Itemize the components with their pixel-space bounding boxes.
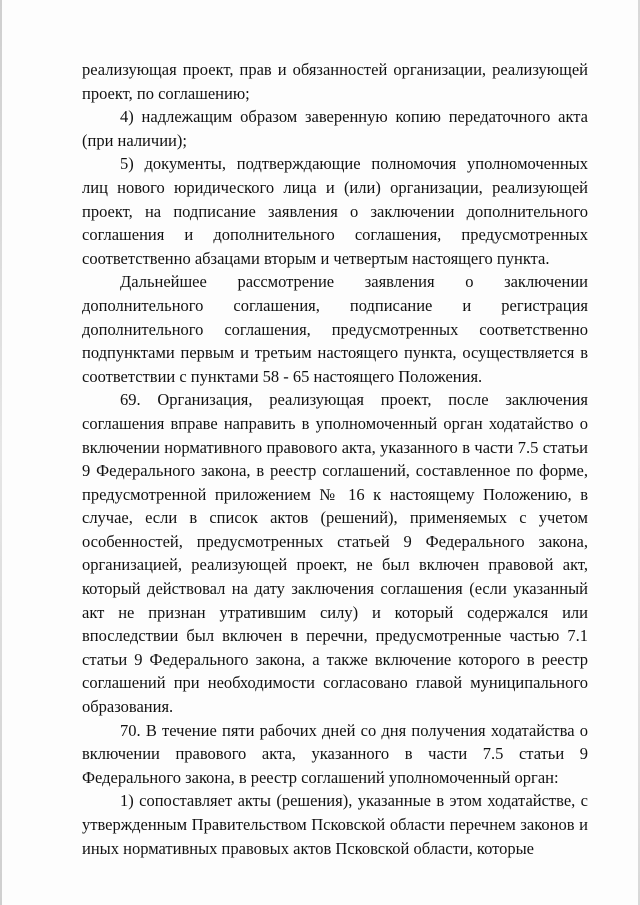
document-body	[82, 58, 588, 860]
paragraph-item-5: 5) документы, подтверждающие полномочия уполномоченных лиц нового юридического лица и (или) организации, реализующей проект, на подписание заявления о заключении дополнительного соглашения и дополнительного соглашения, предусмотренных соответственно абзацами вторым и четвертым настоящего пункта.	[82, 154, 588, 268]
paragraph-clause-70-item-1: 1) сопоставляет акты (решения), указанные в этом ходатайстве, с утвержденным Правительством Псковской области перечнем законов и иных нормативных правовых актов Псковской области, которые	[82, 791, 588, 858]
paragraph-further-consideration: Дальнейшее рассмотрение заявления о заключении дополнительного соглашения, подписание и регистрация дополнительного соглашения, предусмотренных соответственно подпунктами первым и третьим настоящего пункта, осуществляется в соответствии с пунктами 58 - 65 настоящего Положения.	[82, 272, 588, 386]
scan-edge-left	[0, 0, 2, 905]
paragraph-item-4: 4) надлежащим образом заверенную копию передаточного акта (при наличии);	[82, 107, 588, 150]
paragraph-clause-70: 70. В течение пяти рабочих дней со дня получения ходатайства о включении правового акта, указанного в части 7.5 статьи 9 Федерального закона, в реестр соглашений уполномоченный орган:	[82, 720, 588, 787]
paragraph-clause-69: 69. Организация, реализующая проект, после заключения соглашения вправе направить в уполномоченный орган ходатайство о включении нормативного правового акта, указанного в части 7.5 статьи 9 Федерального закона, в реестр соглашений, составленное по форме, предусмотренной приложением № 16 к настоящему Положению, в случае, если в список актов (решений), применяемых с учетом особенностей, предусмотренных статьей 9 Федерального закона, организацией, реализующей проект, не был включен правовой акт, который действовал на дату заключения соглашения (если указанный акт не признан утратившим силу) и который содержался или впоследствии был включен в перечни, предусмотренные частью 7.1 статьи 9 Федерального закона, а также включение которого в реестр соглашений при необходимости согласовано главой муниципального образования.	[82, 390, 588, 717]
paragraph-continuation: реализующая проект, прав и обязанностей организации, реализующей проект, по соглашению;	[82, 60, 588, 103]
